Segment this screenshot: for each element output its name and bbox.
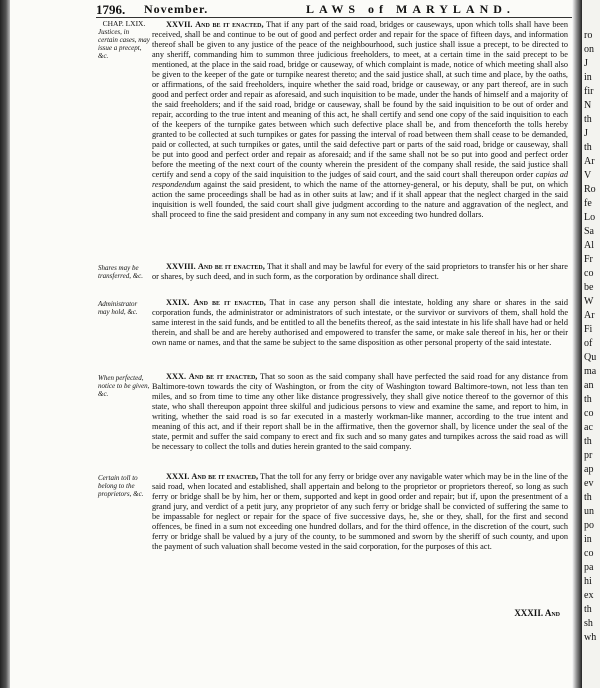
facing-page-line: an	[584, 380, 594, 391]
section-29	[152, 298, 568, 348]
facing-page-line: in	[584, 72, 592, 83]
facing-page-line: th	[584, 436, 592, 447]
facing-page-line: po	[584, 520, 594, 531]
chapter-label: CHAP. LXIX.	[102, 19, 146, 28]
facing-page-line: co	[584, 408, 594, 419]
section-30-number: XXX.	[166, 372, 187, 381]
section-31-text: That the toll for any ferry or bridge over any navigable water which may be in the line of the said road, when located and established, shall appertain and belong to the proprietor or proprietors thereof, so long as such ferry or bridge shall be by him, her or them, supported and kept in good order and repair; but if, upon the presentment of a grand jury, and verdict of a petit jury, any proprietor of any such ferry or bridge shall be convicted of suffering the same to be impassable for neglect or repair for the space of five successive days, he, she or they, shall, for the first and second offences, be fined in a sum not exceeding one hundred dollars, and for the third offence, in the discretion of the court, such ferry or bridge shall be valued by a jury of the county, to be summoned and sworn by the sheriff of such county, and upon the payment of such valuation shall become vested in the said corporation, for the purposes of this act.	[152, 472, 568, 551]
facing-page-line: W	[584, 296, 594, 307]
facing-page-line: Ar	[584, 156, 595, 167]
facing-page-line: Fr	[584, 254, 593, 265]
header-year: 1796.	[96, 2, 126, 17]
header-rule	[96, 17, 572, 18]
section-27-italic-phrase: capias ad respondendum	[152, 170, 568, 189]
facing-page-line: N	[584, 100, 592, 111]
facing-page-line: in	[584, 534, 592, 545]
section-31	[152, 472, 568, 552]
facing-page-line: Ro	[584, 184, 596, 195]
facing-page-fragment	[582, 0, 600, 688]
section-31-number: XXXI.	[166, 472, 190, 481]
section-28-number: XXVIII.	[166, 262, 196, 271]
facing-page-line: fir	[584, 86, 594, 97]
section-27-intro: And be it enacted,	[195, 20, 264, 29]
section-31-intro: And be it enacted,	[191, 472, 259, 481]
facing-page-line: co	[584, 548, 594, 559]
header-running-title: LAWS of MARYLAND.	[306, 2, 515, 16]
page-header	[96, 2, 572, 18]
section-28-text: That it shall and may be lawful for every of the said proprietors to transfer his or her share or shares, by such deed, and in such form, as the corporation by ordinance shall direct.	[152, 262, 568, 281]
facing-page-line: Qu	[584, 352, 597, 363]
catchword: XXXII. And	[514, 608, 560, 618]
section-27-text-end: against the said president, to which the name of the attorney-general, or his deputy, shall be put, on which action the same proceedings shall be had as in other suits at law; and if it shall appear that the neglect charged in the said inquisition is well founded, the said court shall give judgment according to the nature and aggravation of the neglect, and shall proceed to fine the said president and company in any sum not exceeding two hundred dollars.	[152, 180, 568, 219]
marginal-note-road-perfected: When perfected, notice to be given, &c.	[98, 374, 150, 398]
section-28-paragraph	[152, 262, 568, 282]
facing-page-line: J	[584, 128, 588, 139]
section-27-paragraph	[152, 20, 568, 220]
facing-page-line: Ar	[584, 310, 595, 321]
section-29-text: That in case any person shall die intestate, holding any share or shares in the said corporation funds, the administrator or administrators of such intestate, or the survivor or survivors of them, shall hold the same interest in the said funds, and be entitled to all the benefits thereof, as the said intestate in his life shall have had or held therein, and shall be and are hereby authorised and empowered to transfer the same, or make sale thereof in his, her or their own name or names, and that the same be subject to the same disposition as other personal property of the said intestate.	[152, 298, 568, 347]
facing-page-line: un	[584, 506, 594, 517]
section-30	[152, 372, 568, 452]
facing-page-line: ev	[584, 478, 594, 489]
section-28-intro: And be it enacted,	[197, 262, 265, 271]
marginal-note-shares: Shares may be transferred, &c.	[98, 264, 144, 280]
facing-page-line: V	[584, 170, 592, 181]
book-spine-shadow	[0, 0, 10, 688]
facing-page-line: Al	[584, 240, 594, 251]
marginal-note-justices: Justices, in certain cases, may issue a precept, &c.	[98, 28, 150, 60]
facing-page-line: th	[584, 492, 592, 503]
facing-page-line: fe	[584, 198, 592, 209]
section-30-text: That so soon as the said company shall have perfected the said road for any distance from Baltimore-town towards the city of Washington, or from the city of Washington toward Baltimore-town, not less than ten miles, and so from time to time any other like distance progressively, they shall give notice thereof to the governor of this state, who shall thereupon appoint three skilful and judicious persons to view and examine the same, and report to him, in writing, whether the said road is so far executed in a masterly workman-like manner, according to the true intent and meaning of this act, and if their report shall be in the affirmative, then the governor shall, by licence under the seal of the state, permit and suffer the said company to erect and fix such and so many gates and turnpikes across the said road as will be necessary to collect the tolls and duties herein granted to the said company.	[152, 372, 568, 451]
facing-page-line: th	[584, 114, 592, 125]
marginal-note-certain-toll: Certain toll to belong to the proprietors, &c.	[98, 474, 144, 498]
facing-page-line: wh	[584, 632, 597, 643]
section-30-paragraph	[152, 372, 568, 452]
section-27-text: That if any part of the said road, bridges or causeways, upon which tolls shall have been received, shall be and continue to be out of good and perfect order and repair for the space of fifteen days, and information thereof shall be given to any justice of the peace of the neighbourhood, such justice shall issue a precept, to be directed to any sheriff, commanding him to summon three judicious freeholders, to meet, at a certain time in the said precept to be mentioned, at the place in the said road, bridge or causeway, of which complaint is made, notice of which meeting shall also be given to the keeper of the gate or turnpike nearest thereto; and the said justice shall, at such time and place, by the oaths, or affirmations, of the said freeholders, inquire whether the said road, bridge or causeway, or any part thereof, are in such good and perfect order and repair as aforesaid, and such inquisition to be made, under the hands of himself and a majority of the said freeholders; and if the said road, bridge or causeway, shall be found by the said inquisition to be out of order and repair, according to the true intent and meaning of this act, he shall certify and send one copy of the said inquisition to each of the keepers of the turnpike gates between which such defective place shall be, and from thenceforth the tolls hereby granted to be collected at such turnpikes or gates for passing the interval of road between them shall cease to be demanded, paid or collected, at such turnpikes or gates, until the said defective part or parts of the said road, bridge or causeway, shall be put into good and perfect order and repair as aforesaid; and if the same shall not be so put into good and perfect order before the meeting of the next court of the county wherein the president of the company shall reside, the said justice shall certify and send a copy of the said inquisition to the judges of said court, and the said court shall thereupon order	[152, 20, 568, 179]
section-29-paragraph	[152, 298, 568, 348]
facing-page-line: on	[584, 44, 594, 55]
facing-page-line: th	[584, 604, 592, 615]
section-31-paragraph	[152, 472, 568, 552]
facing-page-line: sh	[584, 618, 593, 629]
facing-page-line: J	[584, 58, 588, 69]
facing-page-line: th	[584, 142, 592, 153]
facing-page-line: pa	[584, 562, 594, 573]
section-30-intro: And be it enacted,	[188, 372, 258, 381]
facing-page-line: co	[584, 268, 594, 279]
facing-page-line: be	[584, 282, 594, 293]
facing-page-line: pr	[584, 450, 593, 461]
section-28	[152, 262, 568, 282]
facing-page-line: ex	[584, 590, 594, 601]
facing-page-line: th	[584, 394, 592, 405]
facing-page-line: Lo	[584, 212, 596, 223]
section-27-number: XXVII.	[166, 20, 193, 29]
facing-page-line: ap	[584, 464, 594, 475]
facing-page-line: ma	[584, 366, 597, 377]
marginal-note-administrator: Administrator may hold, &c.	[98, 300, 138, 316]
facing-page-line: ac	[584, 422, 593, 433]
section-29-number: XXIX.	[166, 298, 190, 307]
book-gutter-shadow	[572, 0, 582, 688]
section-27	[152, 20, 568, 220]
facing-page-line: Sa	[584, 226, 594, 237]
header-month: November.	[144, 2, 209, 16]
marginal-note-chapter	[98, 20, 150, 60]
section-29-intro: And be it enacted,	[193, 298, 266, 307]
facing-page-line: of	[584, 338, 593, 349]
facing-page-line: Fi	[584, 324, 593, 335]
facing-page-line: hi	[584, 576, 592, 587]
facing-page-line: ro	[584, 30, 593, 41]
